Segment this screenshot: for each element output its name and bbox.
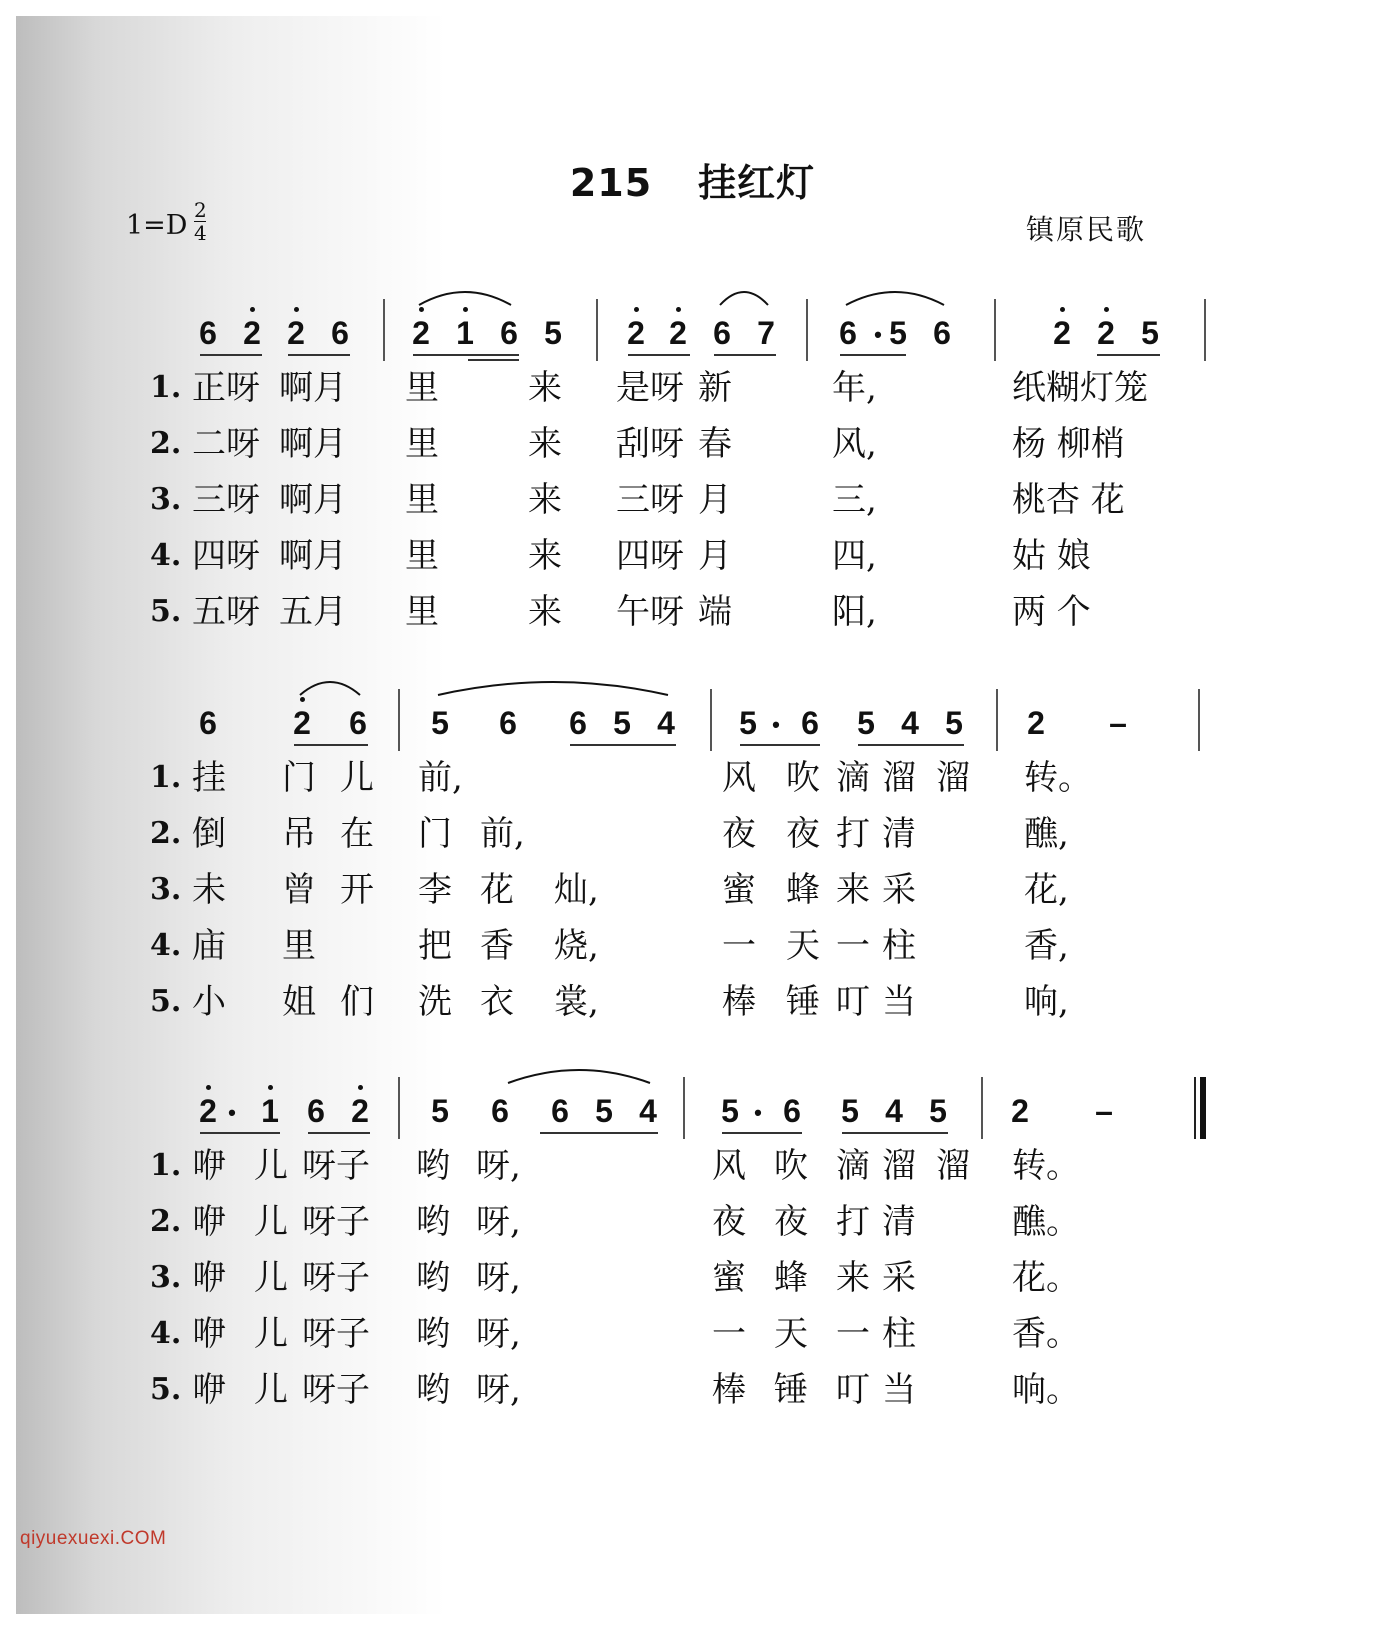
lyric-syllable: 柱 (882, 1314, 916, 1354)
note: 5 (889, 315, 907, 351)
lyric-syllable: 端 (698, 592, 732, 632)
lyric-syllable: 醮。 (1012, 1202, 1080, 1242)
lyric-syllable: 滴 (836, 758, 870, 798)
note: 2 (627, 315, 645, 351)
lyric-syllable: 啊月 (279, 536, 347, 576)
beam-underline (628, 354, 690, 356)
lyric-syllable: 儿 (340, 758, 374, 798)
lyric-syllable: 咿 (192, 1146, 226, 1186)
time-signature (194, 200, 207, 243)
verse-number: 5. (150, 1372, 182, 1407)
beam-underline (413, 354, 475, 356)
lyric-syllable: 哟 (416, 1314, 450, 1354)
lyric-syllable: 蜜 (712, 1258, 746, 1298)
lyric-syllable: 花, (1024, 870, 1069, 910)
lyric-syllable: 啊月 (279, 480, 347, 520)
lyric-syllable: 响。 (1012, 1370, 1080, 1410)
lyric-syllable: 夜 (786, 814, 820, 854)
lyric-syllable: 未 (192, 870, 226, 910)
lyric-syllable: 呀, (476, 1314, 521, 1354)
note: – (1109, 705, 1127, 741)
lyric-syllable: 来 (836, 870, 870, 910)
final-bar-thin (1194, 1077, 1196, 1139)
octave-dot (634, 307, 639, 312)
octave-dot (268, 1085, 273, 1090)
lyric-syllable: 天 (786, 926, 820, 966)
lyric-syllable: 吹 (786, 758, 820, 798)
lyric-syllable: 响, (1024, 982, 1069, 1022)
note: 4 (901, 705, 919, 741)
lyric-syllable: 儿 (254, 1258, 288, 1298)
lyric-syllable: 们 (340, 982, 374, 1022)
lyric-syllable: 纸糊灯笼 (1012, 368, 1148, 408)
octave-dot (300, 697, 305, 702)
lyric-syllable: 衣 (480, 982, 514, 1022)
lyric-syllable: 哟 (416, 1146, 450, 1186)
note: 6 (349, 705, 367, 741)
lyric-syllable: 来 (528, 536, 562, 576)
lyric-syllable: 打 (836, 814, 870, 854)
note: 1 (456, 315, 474, 351)
beam-underline (200, 354, 262, 356)
note: 6 (801, 705, 819, 741)
lyric-syllable: 溜 (936, 758, 970, 798)
lyric-syllable: 来 (528, 424, 562, 464)
verse-number: 2. (150, 816, 182, 851)
lyric-syllable: 清 (882, 1202, 916, 1242)
lyric-syllable: 里 (282, 926, 316, 966)
beam-underline (308, 1132, 370, 1134)
lyric-syllable: 午呀 (616, 592, 684, 632)
lyric-syllable: 呀, (476, 1258, 521, 1298)
bar-line (996, 689, 998, 751)
lyric-syllable: 清 (882, 814, 916, 854)
lyric-syllable: 小 (192, 982, 226, 1022)
slur (416, 283, 514, 307)
note: 5 (431, 705, 449, 741)
note: 6 (839, 315, 857, 351)
beam-underline (840, 354, 906, 356)
lyric-syllable: 两 个 (1012, 592, 1091, 632)
lyric-syllable: 庙 (192, 926, 226, 966)
lyric-syllable: 杨 柳梢 (1012, 424, 1125, 464)
lyric-syllable: 儿 (254, 1314, 288, 1354)
verse-number: 3. (150, 872, 182, 907)
lyric-syllable: 三呀 (192, 480, 260, 520)
bar-line (383, 299, 385, 361)
verse-number: 1. (150, 1148, 182, 1183)
lyric-syllable: 哟 (416, 1258, 450, 1298)
lyric-syllable: 溜 (936, 1146, 970, 1186)
lyric-syllable: 吊 (282, 814, 316, 854)
lyric-syllable: 里 (405, 368, 439, 408)
lyric-syllable: 转。 (1012, 1146, 1080, 1186)
lyric-syllable: 叮 (836, 982, 870, 1022)
octave-dot (294, 307, 299, 312)
lyric-syllable: 采 (882, 870, 916, 910)
lyric-syllable: 呀子 (302, 1370, 370, 1410)
lyric-syllable: 夜 (712, 1202, 746, 1242)
bar-line (710, 689, 712, 751)
lyric-syllable: 溜 (882, 1146, 916, 1186)
note: 6 (551, 1093, 569, 1129)
key-signature: 1=D (126, 210, 188, 241)
lyric-syllable: 四呀 (616, 536, 684, 576)
lyric-syllable: 正呀 (192, 368, 260, 408)
note: 5 (929, 1093, 947, 1129)
time-signature-bottom: 4 (194, 221, 207, 245)
beam-underline (200, 1132, 280, 1134)
lyric-syllable: 呀, (476, 1202, 521, 1242)
note: 6 (307, 1093, 325, 1129)
note: – (1095, 1093, 1113, 1129)
lyric-syllable: 呀子 (302, 1258, 370, 1298)
note: 5 (841, 1093, 859, 1129)
note: 6 (199, 705, 217, 741)
note: 5 (431, 1093, 449, 1129)
lyric-syllable: 咿 (192, 1258, 226, 1298)
lyric-syllable: 哟 (416, 1202, 450, 1242)
note: 6 (199, 315, 217, 351)
lyric-syllable: 棒 (722, 982, 756, 1022)
final-bar-thick (1200, 1077, 1206, 1139)
lyric-syllable: 李 (418, 870, 452, 910)
lyric-syllable: 春 (698, 424, 732, 464)
augmentation-dot: • (228, 1100, 236, 1125)
beam-underline (288, 354, 350, 356)
slur (505, 1061, 653, 1085)
lyric-syllable: 阳, (832, 592, 877, 632)
watermark: qiyuexuexi.COM (20, 1528, 167, 1549)
lyric-syllable: 来 (528, 368, 562, 408)
slur (435, 673, 671, 697)
beam-underline (540, 1132, 658, 1134)
note: 6 (783, 1093, 801, 1129)
note: 5 (544, 315, 562, 351)
lyric-syllable: 呀, (476, 1370, 521, 1410)
time-signature-top: 2 (194, 198, 207, 222)
lyric-syllable: 里 (405, 424, 439, 464)
lyric-syllable: 儿 (254, 1146, 288, 1186)
lyric-syllable: 五呀 (192, 592, 260, 632)
song-name: 挂红灯 (698, 161, 816, 205)
lyric-syllable: 一 (836, 1314, 870, 1354)
beam-underline (570, 744, 676, 746)
lyric-syllable: 醮, (1024, 814, 1069, 854)
octave-dot (358, 1085, 363, 1090)
lyric-syllable: 曾 (282, 870, 316, 910)
bar-line (1204, 299, 1206, 361)
note: 6 (500, 315, 518, 351)
note: 5 (739, 705, 757, 741)
octave-dot (1104, 307, 1109, 312)
lyric-syllable: 把 (418, 926, 452, 966)
lyric-syllable: 柱 (882, 926, 916, 966)
verse-number: 5. (150, 594, 182, 629)
lyric-syllable: 桃杏 花 (1012, 480, 1125, 520)
note: 4 (885, 1093, 903, 1129)
lyric-syllable: 香, (1024, 926, 1069, 966)
lyric-syllable: 在 (340, 814, 374, 854)
augmentation-dot: • (874, 322, 882, 347)
beam-underline (714, 354, 776, 356)
note: 6 (491, 1093, 509, 1129)
song-origin: 镇原民歌 (1026, 213, 1147, 246)
beam-underline (842, 1132, 948, 1134)
octave-dot (250, 307, 255, 312)
song-title (0, 152, 1385, 207)
lyric-syllable: 花 (480, 870, 514, 910)
note: 6 (713, 315, 731, 351)
bar-line (398, 689, 400, 751)
lyric-syllable: 来 (836, 1258, 870, 1298)
note: 2 (669, 315, 687, 351)
lyric-syllable: 锤 (774, 1370, 808, 1410)
note: 2 (243, 315, 261, 351)
lyric-syllable: 门 (282, 758, 316, 798)
lyric-syllable: 一 (722, 926, 756, 966)
lyric-syllable: 咿 (192, 1202, 226, 1242)
slur (843, 283, 947, 307)
note: 2 (351, 1093, 369, 1129)
beam-underline (1097, 354, 1160, 356)
lyric-syllable: 叮 (836, 1370, 870, 1410)
note: 6 (933, 315, 951, 351)
bar-line (806, 299, 808, 361)
verse-number: 4. (150, 538, 182, 573)
lyric-syllable: 里 (405, 536, 439, 576)
note: 4 (657, 705, 675, 741)
bar-line (596, 299, 598, 361)
lyric-syllable: 啊月 (279, 368, 347, 408)
lyric-syllable: 风 (722, 758, 756, 798)
lyric-syllable: 一 (836, 926, 870, 966)
note: 2 (412, 315, 430, 351)
beam-underline-double (468, 359, 519, 361)
lyric-syllable: 打 (836, 1202, 870, 1242)
lyric-syllable: 锤 (786, 982, 820, 1022)
verse-number: 3. (150, 482, 182, 517)
note: 2 (1053, 315, 1071, 351)
lyric-syllable: 月 (698, 536, 732, 576)
verse-number: 4. (150, 1316, 182, 1351)
verse-number: 5. (150, 984, 182, 1019)
lyric-syllable: 哟 (416, 1370, 450, 1410)
lyric-syllable: 儿 (254, 1202, 288, 1242)
beam-underline (468, 354, 519, 356)
lyric-syllable: 呀, (476, 1146, 521, 1186)
lyric-syllable: 前, (480, 814, 525, 854)
lyric-syllable: 来 (528, 480, 562, 520)
note: 5 (857, 705, 875, 741)
verse-number: 1. (150, 760, 182, 795)
lyric-syllable: 夜 (774, 1202, 808, 1242)
octave-dot (206, 1085, 211, 1090)
augmentation-dot: • (754, 1100, 762, 1125)
lyric-syllable: 溜 (882, 758, 916, 798)
augmentation-dot: • (772, 712, 780, 737)
lyric-syllable: 咿 (192, 1314, 226, 1354)
lyric-syllable: 采 (882, 1258, 916, 1298)
lyric-syllable: 儿 (254, 1370, 288, 1410)
lyric-syllable: 夜 (722, 814, 756, 854)
note: 5 (721, 1093, 739, 1129)
note: 2 (1011, 1093, 1029, 1129)
lyric-syllable: 啊月 (279, 424, 347, 464)
lyric-syllable: 蜂 (774, 1258, 808, 1298)
lyric-syllable: 呀子 (302, 1202, 370, 1242)
verse-number: 2. (150, 426, 182, 461)
lyric-syllable: 呀子 (302, 1146, 370, 1186)
note: 5 (613, 705, 631, 741)
lyric-syllable: 倒 (192, 814, 226, 854)
lyric-syllable: 二呀 (192, 424, 260, 464)
lyric-syllable: 滴 (836, 1146, 870, 1186)
lyric-syllable: 烧, (554, 926, 599, 966)
note: 5 (595, 1093, 613, 1129)
lyric-syllable: 挂 (192, 758, 226, 798)
beam-underline (294, 744, 368, 746)
octave-dot (1060, 307, 1065, 312)
lyric-syllable: 月 (698, 480, 732, 520)
lyric-syllable: 香 (480, 926, 514, 966)
bar-line (683, 1077, 685, 1139)
lyric-syllable: 三呀 (616, 480, 684, 520)
note: 2 (293, 705, 311, 741)
octave-dot (463, 307, 468, 312)
lyric-syllable: 年, (832, 368, 877, 408)
lyric-syllable: 刮呀 (616, 424, 684, 464)
lyric-syllable: 蜂 (786, 870, 820, 910)
verse-number: 2. (150, 1204, 182, 1239)
lyric-syllable: 转。 (1024, 758, 1092, 798)
note: 5 (945, 705, 963, 741)
bar-line (1198, 689, 1200, 751)
lyric-syllable: 当 (882, 1370, 916, 1410)
lyric-syllable: 是呀 (616, 368, 684, 408)
lyric-syllable: 呀子 (302, 1314, 370, 1354)
lyric-syllable: 吹 (774, 1146, 808, 1186)
bar-line (398, 1077, 400, 1139)
lyric-syllable: 门 (418, 814, 452, 854)
octave-dot (419, 307, 424, 312)
lyric-syllable: 花。 (1012, 1258, 1080, 1298)
lyric-syllable: 灿, (554, 870, 599, 910)
lyric-syllable: 姑 娘 (1012, 536, 1091, 576)
lyric-syllable: 蜜 (722, 870, 756, 910)
verse-number: 3. (150, 1260, 182, 1295)
bar-line (994, 299, 996, 361)
octave-dot (676, 307, 681, 312)
lyric-syllable: 开 (340, 870, 374, 910)
lyric-syllable: 香。 (1012, 1314, 1080, 1354)
lyric-syllable: 风, (832, 424, 877, 464)
beam-underline (722, 1132, 802, 1134)
note: 6 (331, 315, 349, 351)
note: 2 (287, 315, 305, 351)
lyric-syllable: 风 (712, 1146, 746, 1186)
note: 2 (1027, 705, 1045, 741)
note: 7 (757, 315, 775, 351)
note: 2 (1097, 315, 1115, 351)
lyric-syllable: 天 (774, 1314, 808, 1354)
lyric-syllable: 四, (832, 536, 877, 576)
note: 6 (499, 705, 517, 741)
lyric-syllable: 姐 (282, 982, 316, 1022)
bar-line (981, 1077, 983, 1139)
note: 1 (261, 1093, 279, 1129)
beam-underline (740, 744, 820, 746)
verse-number: 1. (150, 370, 182, 405)
note: 6 (569, 705, 587, 741)
lyric-syllable: 三, (832, 480, 877, 520)
slur (717, 283, 771, 307)
beam-underline (858, 744, 964, 746)
note: 5 (1141, 315, 1159, 351)
lyric-syllable: 一 (712, 1314, 746, 1354)
lyric-syllable: 里 (405, 480, 439, 520)
song-number: 215 (569, 161, 653, 205)
lyric-syllable: 裳, (554, 982, 599, 1022)
lyric-syllable: 五月 (279, 592, 347, 632)
note: 4 (639, 1093, 657, 1129)
lyric-syllable: 当 (882, 982, 916, 1022)
lyric-syllable: 里 (405, 592, 439, 632)
lyric-syllable: 洗 (418, 982, 452, 1022)
slur (297, 673, 363, 697)
lyric-syllable: 咿 (192, 1370, 226, 1410)
lyric-syllable: 棒 (712, 1370, 746, 1410)
lyric-syllable: 新 (698, 368, 732, 408)
verse-number: 4. (150, 928, 182, 963)
note: 2 (199, 1093, 217, 1129)
lyric-syllable: 来 (528, 592, 562, 632)
lyric-syllable: 前, (418, 758, 463, 798)
lyric-syllable: 四呀 (192, 536, 260, 576)
